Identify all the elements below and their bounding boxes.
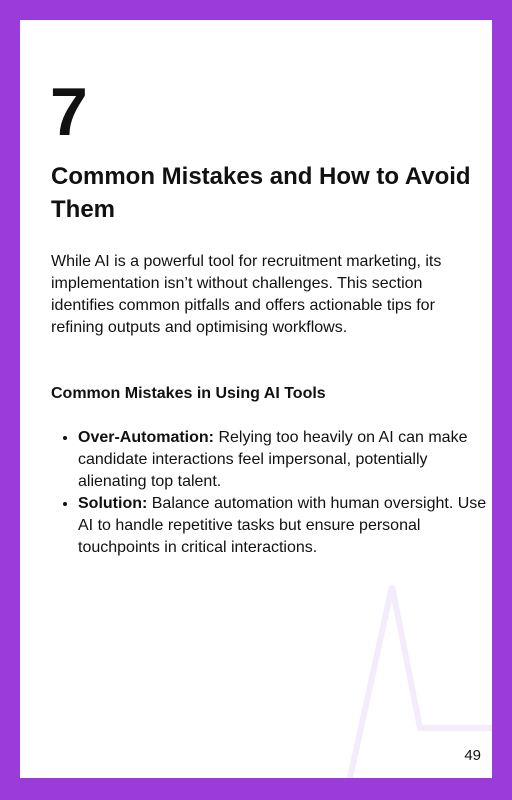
list-item — [78, 493, 488, 559]
document-page — [20, 20, 492, 778]
section-heading: Common Mistakes in Using AI Tools — [51, 385, 326, 402]
page-number: 49 — [464, 747, 481, 764]
chapter-title: Common Mistakes and How to Avoid Them — [51, 163, 471, 223]
bullet-text: Balance automation with human oversight. Use AI to handle repetitive tasks but ensure personal touchpoints in critical interactions. — [78, 495, 487, 556]
bullet-label: Solution: — [78, 495, 148, 512]
intro-paragraph: While AI is a powerful tool for recruitment marketing, its implementation isn’t without challenges. This section identifies common pitfalls and offers actionable tips for refining outputs and optimising workflows. — [51, 253, 442, 336]
mistakes-list — [51, 427, 488, 559]
list-item — [78, 427, 488, 493]
chapter-number: 7 — [50, 74, 87, 150]
bullet-text: Relying too heavily on AI can make candidate interactions feel impersonal, potentially alienating top talent. — [78, 429, 468, 490]
bullet-label: Over-Automation: — [78, 429, 214, 446]
